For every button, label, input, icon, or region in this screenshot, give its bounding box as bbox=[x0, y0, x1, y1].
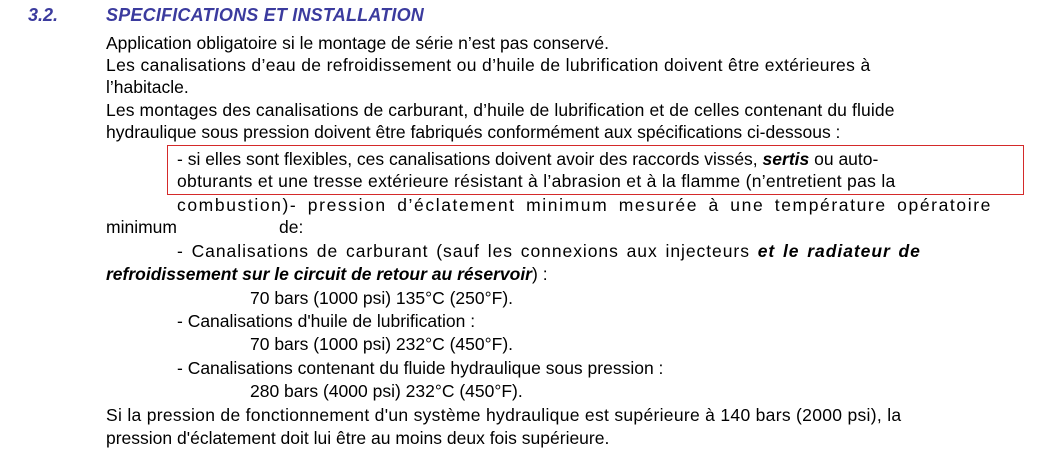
paragraph-line: hydraulique sous pression doivent être fabriqués conformément aux spécifications ci-dessous : bbox=[106, 122, 841, 142]
hydraulic-value: 280 bars (4000 psi) 232°C (450°F). bbox=[250, 381, 523, 401]
fuel-emphasis: refroidissement sur le circuit de retour au réservoir bbox=[106, 264, 532, 284]
fuel-line bbox=[177, 240, 921, 262]
boxed-text: - si elles sont flexibles, ces canalisations doivent avoir des raccords vissés, bbox=[177, 149, 763, 169]
emphasis-sertis: sertis bbox=[762, 149, 810, 169]
paragraph-line bbox=[106, 216, 304, 238]
word-de: de: bbox=[279, 217, 304, 237]
paragraph-line: pression d'éclatement doit lui être au moins deux fois supérieure. bbox=[106, 428, 610, 448]
hydraulic-line: - Canalisations contenant du fluide hydraulique sous pression : bbox=[177, 358, 664, 378]
section-number: 3.2. bbox=[28, 5, 59, 25]
paragraph-line: Les canalisations d’eau de refroidissement ou d’huile de lubrification doivent être extérieures à bbox=[106, 55, 871, 75]
fuel-text: - Canalisations de carburant (sauf les connexions aux injecteurs bbox=[177, 241, 758, 261]
oil-value: 70 bars (1000 psi) 232°C (450°F). bbox=[250, 334, 514, 354]
fuel-line bbox=[106, 263, 548, 285]
oil-line: - Canalisations d'huile de lubrification : bbox=[177, 311, 476, 331]
fuel-emphasis: et le radiateur de bbox=[757, 241, 921, 261]
paragraph-line: Si la pression de fonctionnement d'un système hydraulique est supérieure à 140 bars (2000 psi), la bbox=[106, 405, 902, 425]
paragraph-line: combustion)- pression d’éclatement minimum mesurée à une température opératoire bbox=[177, 195, 992, 215]
boxed-line: obturants et une tresse extérieure résistant à l’abrasion et à la flamme (n’entretient pas la bbox=[177, 171, 896, 191]
fuel-text: ) : bbox=[532, 264, 548, 284]
paragraph-line: l’habitacle. bbox=[106, 77, 189, 97]
paragraph-line: Application obligatoire si le montage de série n’est pas conservé. bbox=[106, 33, 609, 53]
word-minimum: minimum bbox=[106, 217, 177, 237]
paragraph-line: Les montages des canalisations de carburant, d’huile de lubrification et de celles contenant du fluide bbox=[106, 100, 895, 120]
section-title: SPECIFICATIONS ET INSTALLATION bbox=[106, 5, 424, 25]
boxed-line bbox=[177, 148, 878, 170]
boxed-text: ou auto- bbox=[809, 149, 879, 169]
fuel-value: 70 bars (1000 psi) 135°C (250°F). bbox=[250, 288, 514, 308]
